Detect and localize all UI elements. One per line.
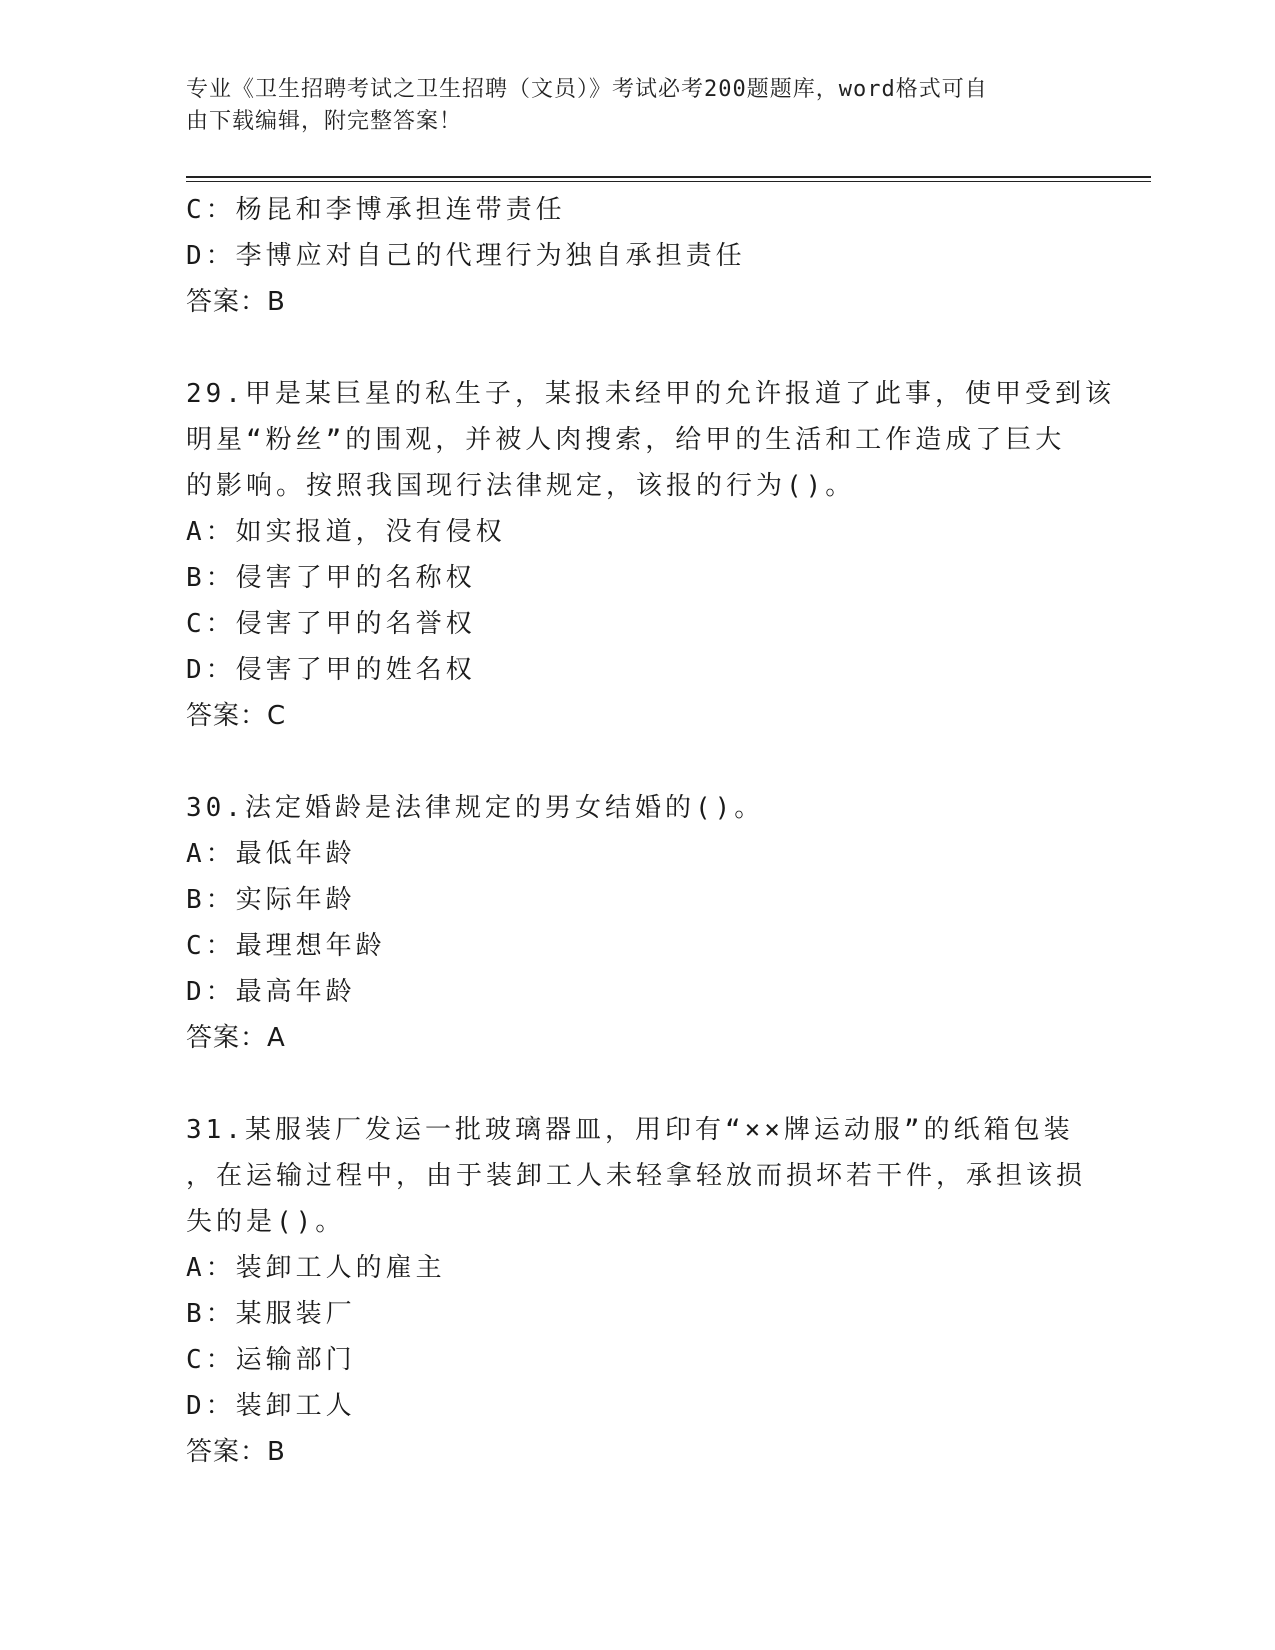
- header-line-2: 由下载编辑，附完整答案！: [186, 109, 463, 134]
- header-divider-thick: [186, 176, 1151, 178]
- option-c: C：侵害了甲的名誉权: [186, 609, 476, 639]
- answer-label: 答案：C: [186, 701, 287, 731]
- question-list: [186, 187, 1151, 1475]
- document-header: [186, 74, 1086, 138]
- spacer: [186, 325, 1151, 371]
- option-a: A：装卸工人的雇主: [186, 1253, 446, 1283]
- option-c: C：杨昆和李博承担连带责任: [186, 195, 566, 225]
- option-d: D：最高年龄: [186, 977, 356, 1007]
- question-text-line: 30.法定婚龄是法律规定的男女结婚的()。: [186, 793, 765, 823]
- question-text-line: 29.甲是某巨星的私生子，某报未经甲的允许报道了此事，使甲受到该: [186, 379, 1115, 409]
- option-a: A：如实报道，没有侵权: [186, 517, 506, 547]
- option-b: B：侵害了甲的名称权: [186, 563, 476, 593]
- option-b: B：实际年龄: [186, 885, 356, 915]
- header-line-1: 专业《卫生招聘考试之卫生招聘（文员）》考试必考200题题库，word格式可自: [186, 77, 988, 102]
- spacer: [186, 739, 1151, 785]
- question-text-line: ，在运输过程中，由于装卸工人未轻拿轻放而损坏若干件，承担该损: [186, 1161, 1087, 1191]
- option-c: C：最理想年龄: [186, 931, 386, 961]
- question-28-tail: [186, 187, 1151, 325]
- question-31: [186, 1107, 1151, 1475]
- spacer: [186, 1061, 1151, 1107]
- question-30: [186, 785, 1151, 1061]
- option-b: B：某服装厂: [186, 1299, 356, 1329]
- question-29: [186, 371, 1151, 739]
- answer-label: 答案：B: [186, 1437, 286, 1467]
- option-d: D：李博应对自己的代理行为独自承担责任: [186, 241, 746, 271]
- option-a: A：最低年龄: [186, 839, 356, 869]
- answer-label: 答案：B: [186, 287, 286, 317]
- question-text-line: 失的是()。: [186, 1207, 346, 1237]
- option-d: D：装卸工人: [186, 1391, 356, 1421]
- header-divider-thin: [186, 181, 1151, 182]
- option-d: D：侵害了甲的姓名权: [186, 655, 476, 685]
- answer-label: 答案：A: [186, 1023, 286, 1053]
- option-c: C：运输部门: [186, 1345, 356, 1375]
- question-text-line: 的影响。按照我国现行法律规定，该报的行为()。: [186, 471, 856, 501]
- question-text-line: 明星“粉丝”的围观，并被人肉搜索，给甲的生活和工作造成了巨大: [186, 425, 1066, 455]
- question-text-line: 31.某服装厂发运一批玻璃器皿，用印有“××牌运动服”的纸箱包装: [186, 1115, 1074, 1145]
